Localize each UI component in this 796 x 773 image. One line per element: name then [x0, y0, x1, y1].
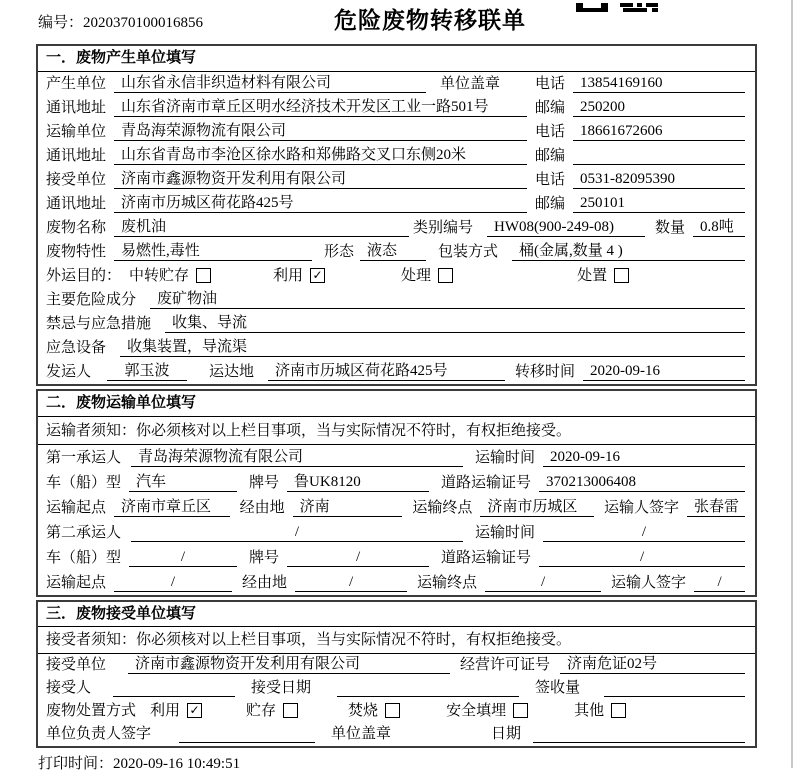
section-transporter-title: 二．废物运输单位填写: [38, 391, 755, 417]
receiver-unit-label: 接受单位: [46, 172, 107, 188]
producer-unit-value: 山东省永信非织造材料有限公司: [114, 74, 426, 93]
transporter-phone-value: 18661672606: [573, 122, 745, 141]
origin1-label: 运输起点: [46, 500, 107, 516]
waste-property-row: [38, 240, 755, 264]
transporter-unit-value: 青岛海荣源物流有限公司: [114, 122, 527, 141]
plate-number2-value: /: [287, 548, 429, 567]
transport-date1-label: 运输时间: [474, 450, 535, 466]
permit-number-value: 济南危证02号: [560, 655, 745, 674]
disposal-incinerate-label: 焚烧: [348, 703, 379, 719]
section-transporter: [36, 389, 757, 597]
receiver-postcode-value: 250101: [573, 194, 745, 213]
option-treat-label: 处理: [401, 268, 432, 284]
receive-sign-date-value: [533, 724, 745, 743]
terminus1-value: 济南市历城区: [480, 498, 594, 517]
consignor-value: 郭玉波: [107, 362, 187, 381]
main-hazard-row: [38, 288, 755, 312]
transporter-notice: [38, 417, 755, 445]
transporter-notice-text: 你必须核对以上栏目事项，当与实际情况不符时，有权拒绝接受。: [136, 423, 572, 439]
transporter-address-row: [38, 144, 755, 168]
carrier1-row: [38, 445, 755, 470]
transporter-sign1-label: 运输人签字: [604, 500, 680, 516]
disposal-storage-label: 贮存: [246, 703, 277, 719]
via2-value: /: [295, 573, 407, 592]
checkbox-transit-storage: [196, 268, 211, 283]
road-permit2-label: 道路运输证号: [441, 550, 532, 566]
producer-unit-row: [38, 72, 755, 96]
precaution-label: 禁忌与应急措施: [46, 316, 152, 332]
waste-code-value: HW08(900-249-08): [487, 218, 645, 237]
receive-unit-value: 济南市鑫源物资开发利用有限公司: [128, 655, 450, 674]
disposal-utilize-label: 利用: [150, 703, 181, 719]
receiver-address-value: 济南市历城区荷花路425号: [114, 194, 527, 213]
producer-postcode-label: 邮编: [534, 100, 565, 116]
receive-date-label: 接受日期: [251, 680, 312, 696]
receiver-unit-row: [38, 168, 755, 192]
receiver-person-value: [113, 678, 235, 697]
carrier2-row: [38, 520, 755, 545]
transporter-sign1-value: 张春雷: [687, 498, 745, 517]
transporter-address-label: 通讯地址: [46, 148, 107, 164]
receive-unit-label: 接受单位: [46, 657, 107, 673]
origin1-value: 济南市章丘区: [114, 498, 230, 517]
transporter-address-value: 山东省青岛市李沧区徐水路和郑佛路交叉口东侧20米: [114, 146, 527, 165]
transporter-sign2-label: 运输人签字: [611, 575, 687, 591]
producer-address-row: [38, 96, 755, 120]
waste-form-label: 形态: [324, 244, 355, 260]
transporter-postcode-label: 邮编: [534, 148, 565, 164]
receiver-unit-value: 济南市鑫源物资开发利用有限公司: [114, 170, 527, 189]
section-producer: [36, 44, 757, 386]
manager-sign-label: 单位负责人签字: [46, 726, 152, 742]
carrier1-label: 第一承运人: [46, 450, 122, 466]
receiver-notice-text: 你必须核对以上栏目事项，当与实际情况不符时，有权拒绝接受。: [136, 632, 572, 648]
receive-unit-row: [38, 654, 755, 677]
transporter-phone-label: 电话: [534, 124, 565, 140]
transporter-postcode-value: [573, 146, 745, 165]
carrier1-value: 青岛海荣源物流有限公司: [131, 448, 463, 467]
waste-code-label: 类别编号: [413, 220, 474, 236]
transfer-date-value: 2020-09-16: [583, 362, 745, 381]
vehicle2-row: [38, 545, 755, 570]
route1-row: [38, 495, 755, 520]
checkbox-treat: [438, 268, 453, 283]
serial-value: 2020370100016856: [83, 15, 204, 31]
receiver-phone-label: 电话: [534, 172, 565, 188]
option-utilize-label: 利用: [273, 268, 304, 284]
serial-number: [38, 11, 203, 32]
checkbox-utilize: ✓: [310, 268, 325, 283]
vehicle-type2-value: /: [129, 548, 237, 567]
checkbox-disposal-landfill: [513, 703, 528, 718]
main-hazard-label: 主要危险成分: [46, 292, 137, 308]
receiver-address-row: [38, 192, 755, 216]
disposal-landfill-label: 安全填埋: [446, 703, 507, 719]
received-amount-value: [604, 678, 745, 697]
print-time-value: 2020-09-16 10:49:51: [113, 756, 241, 772]
receiver-seal-label: 单位盖章: [331, 726, 392, 742]
packing-method-label: 包装方式: [438, 244, 499, 260]
receiver-person-row: [38, 677, 755, 700]
qr-code-icon: [576, 0, 658, 17]
waste-name-row: [38, 216, 755, 240]
emergency-equipment-row: [38, 336, 755, 360]
vehicle-type2-label: 车（船）型: [46, 550, 122, 566]
disposal-method-label: 废物处置方式: [46, 703, 137, 719]
print-time-label: 打印时间：: [38, 756, 114, 772]
precaution-value: 收集、导流: [165, 314, 745, 333]
emergency-equipment-label: 应急设备: [46, 340, 107, 356]
plate-number2-label: 牌号: [249, 550, 280, 566]
producer-unit-label: 产生单位: [46, 76, 107, 92]
receiver-postcode-label: 邮编: [534, 196, 565, 212]
route2-row: [38, 570, 755, 595]
main-hazard-value: 废矿物油: [150, 290, 745, 309]
received-amount-label: 签收量: [535, 680, 581, 696]
waste-property-value: 易燃性,毒性: [114, 242, 312, 261]
terminus2-label: 运输终点: [417, 575, 478, 591]
producer-address-label: 通讯地址: [46, 100, 107, 116]
receive-date-value: [337, 678, 519, 697]
disposal-method-row: [38, 700, 755, 723]
transporter-unit-label: 运输单位: [46, 124, 107, 140]
transport-date1-value: 2020-09-16: [543, 448, 745, 467]
page-title: 危险废物转移联单: [334, 7, 526, 33]
option-transit-storage-label: 中转贮存: [129, 268, 190, 284]
checkbox-disposal-incinerate: [385, 703, 400, 718]
manager-sign-value: [179, 724, 315, 743]
terminus1-label: 运输终点: [412, 500, 473, 516]
transporter-unit-row: [38, 120, 755, 144]
transporter-sign2-value: /: [694, 573, 745, 592]
transport-date2-label: 运输时间: [474, 525, 535, 541]
receiver-address-label: 通讯地址: [46, 196, 107, 212]
receiver-phone-value: 0531-82095390: [573, 170, 745, 189]
waste-name-value: 废机油: [114, 218, 409, 237]
vehicle1-row: [38, 470, 755, 495]
transfer-purpose-row: [38, 264, 755, 288]
checkbox-disposal-other: [611, 703, 626, 718]
consignor-row: [38, 360, 755, 384]
page-edge-divider: [791, 0, 793, 768]
road-permit2-value: /: [539, 548, 745, 567]
via1-value: 济南: [293, 498, 403, 517]
destination-label: 运达地: [209, 364, 255, 380]
unit-seal-label: 单位盖章: [440, 76, 501, 92]
via2-label: 经由地: [242, 575, 288, 591]
section-producer-title: 一．废物产生单位填写: [38, 46, 755, 72]
transporter-notice-label: 运输者须知：: [46, 423, 137, 439]
emergency-equipment-value: 收集装置，导流渠: [120, 338, 745, 357]
receiver-person-label: 接受人: [46, 680, 92, 696]
option-dispose-label: 处置: [577, 268, 608, 284]
origin2-label: 运输起点: [46, 575, 107, 591]
terminus2-value: /: [485, 573, 601, 592]
transfer-date-label: 转移时间: [514, 364, 575, 380]
producer-phone-value: 13854169160: [573, 74, 745, 93]
receiver-notice: [38, 627, 755, 654]
precaution-row: [38, 312, 755, 336]
checkbox-disposal-utilize: ✓: [187, 703, 202, 718]
disposal-other-label: 其他: [574, 703, 605, 719]
receive-sign-date-label: 日期: [490, 726, 521, 742]
origin2-value: /: [114, 573, 232, 592]
plate-number1-label: 牌号: [249, 475, 280, 491]
serial-label: 编号：: [38, 15, 84, 31]
print-time: [38, 752, 757, 773]
producer-address-value: 山东省济南市章丘区明水经济技术开发区工业一路501号: [114, 98, 527, 117]
waste-quantity-value: 0.8吨: [693, 218, 745, 237]
producer-phone-label: 电话: [534, 76, 565, 92]
section-receiver-title: 三．废物接受单位填写: [38, 602, 755, 627]
checkbox-disposal-storage: [283, 703, 298, 718]
road-permit1-value: 370213006408: [539, 473, 745, 492]
vehicle-type1-label: 车（船）型: [46, 475, 122, 491]
checkbox-dispose: [614, 268, 629, 283]
transfer-purpose-label: 外运目的：: [46, 268, 122, 284]
transfer-form: [36, 44, 757, 773]
destination-value: 济南市历城区荷花路425号: [268, 362, 505, 381]
via1-label: 经由地: [239, 500, 285, 516]
carrier2-value: /: [131, 523, 463, 542]
waste-quantity-label: 数量: [655, 220, 686, 236]
waste-form-value: 液态: [360, 242, 426, 261]
carrier2-label: 第二承运人: [46, 525, 122, 541]
consignor-label: 发运人: [46, 364, 92, 380]
transport-date2-value: /: [543, 523, 745, 542]
manager-sign-row: [38, 723, 755, 746]
waste-property-label: 废物特性: [46, 244, 107, 260]
producer-postcode-value: 250200: [573, 98, 745, 117]
permit-number-label: 经营许可证号: [460, 657, 551, 673]
section-receiver: [36, 600, 757, 748]
receiver-notice-label: 接受者须知：: [46, 632, 137, 648]
road-permit1-label: 道路运输证号: [441, 475, 532, 491]
vehicle-type1-value: 汽车: [129, 473, 237, 492]
packing-method-value: 桶(金属,数量 4 ): [512, 242, 745, 261]
plate-number1-value: 鲁UK8120: [287, 473, 429, 492]
waste-name-label: 废物名称: [46, 220, 107, 236]
